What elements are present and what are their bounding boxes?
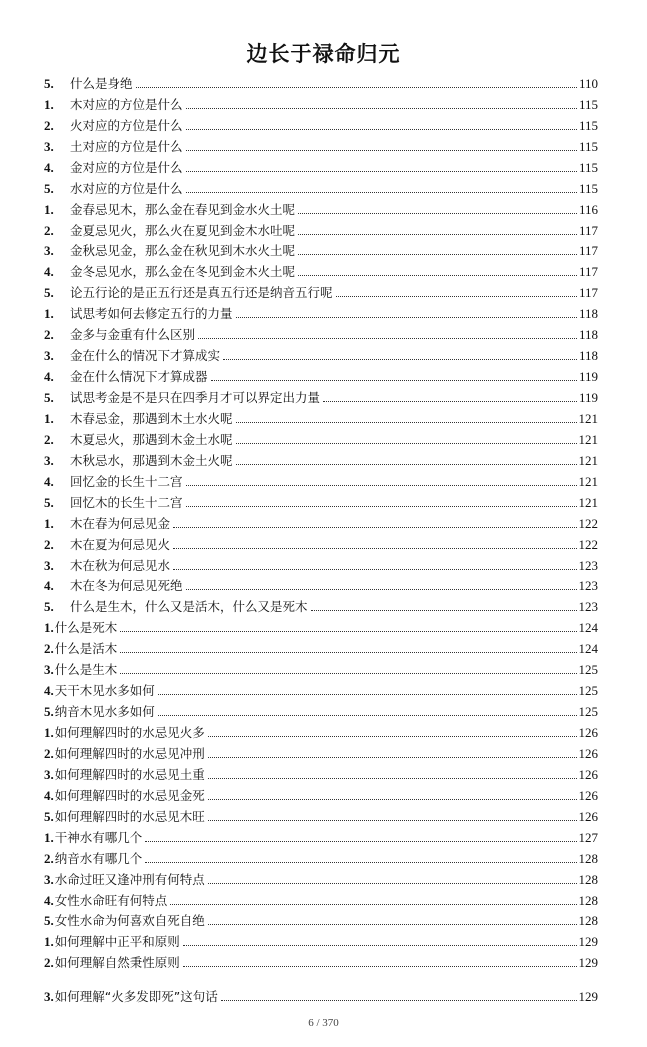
toc-dot-leader bbox=[298, 254, 577, 255]
toc-entry[interactable] bbox=[44, 133, 598, 154]
toc-dot-leader bbox=[208, 799, 577, 800]
toc-dot-leader bbox=[208, 778, 577, 779]
toc-entry[interactable] bbox=[44, 761, 598, 782]
toc-entry[interactable] bbox=[44, 782, 598, 803]
toc-entry-number: 4. bbox=[44, 578, 54, 594]
toc-entry-page: 122 bbox=[578, 515, 598, 531]
toc-entry-number: 1. bbox=[44, 725, 54, 740]
toc-entry-number: 1. bbox=[44, 515, 54, 531]
toc-entry[interactable] bbox=[44, 635, 598, 656]
toc-entry-title: 如何理解四时的水忌见土重 bbox=[54, 766, 205, 782]
toc-entry[interactable] bbox=[44, 908, 598, 929]
toc-dot-leader bbox=[223, 359, 577, 360]
toc-dot-leader bbox=[145, 862, 576, 863]
toc-entry-number: 3. bbox=[44, 766, 54, 782]
document-title: 边长于禄命归元 bbox=[246, 42, 401, 66]
toc-entry[interactable] bbox=[44, 196, 598, 217]
toc-entry-title: 木秋忌水，那遇到木金土火呢 bbox=[70, 452, 233, 468]
toc-entry-page: 128 bbox=[578, 871, 598, 887]
toc-entry-page: 118 bbox=[578, 348, 598, 364]
toc-entry-number: 2. bbox=[44, 222, 54, 238]
toc-entry[interactable] bbox=[44, 112, 598, 133]
toc-dot-leader bbox=[170, 904, 576, 905]
toc-entry-page: 121 bbox=[578, 431, 598, 447]
toc-entry-title: 纳音水有哪几个 bbox=[54, 850, 143, 866]
toc-entry-page: 126 bbox=[578, 808, 598, 824]
toc-dot-leader bbox=[173, 569, 576, 570]
toc-dot-leader bbox=[208, 883, 577, 884]
toc-entry-title: 水对应的方位是什么 bbox=[70, 180, 183, 196]
toc-entry-page: 119 bbox=[578, 390, 598, 405]
toc-dot-leader bbox=[336, 296, 577, 297]
toc-entry[interactable] bbox=[44, 573, 598, 594]
toc-entry[interactable] bbox=[44, 154, 598, 175]
toc-entry-title: 金春忌见木，那么金在春见到金水火土呢 bbox=[70, 201, 296, 217]
toc-entry-number: 3. bbox=[44, 348, 54, 364]
toc-entry-page: 126 bbox=[578, 745, 598, 761]
toc-entry[interactable] bbox=[44, 91, 598, 112]
toc-dot-leader bbox=[236, 443, 577, 444]
toc-entry-page: 117 bbox=[578, 222, 598, 238]
toc-entry-page: 121 bbox=[578, 410, 598, 426]
toc-entry[interactable] bbox=[44, 342, 598, 363]
toc-dot-leader bbox=[186, 171, 577, 172]
toc-entry[interactable] bbox=[44, 279, 598, 300]
toc-entry-title: 火对应的方位是什么 bbox=[70, 117, 183, 133]
toc-entry-page: 123 bbox=[578, 578, 598, 594]
toc-entry-title: 女性水命旺有何特点 bbox=[54, 892, 168, 908]
toc-entry-number: 2. bbox=[44, 431, 54, 447]
toc-entry-page: 129 bbox=[578, 934, 598, 950]
toc-entry-title: 金对应的方位是什么 bbox=[70, 159, 183, 175]
toc-entry-title: 水命过旺又逢冲刑有何特点 bbox=[54, 871, 205, 887]
toc-entry-title: 论五行论的是正五行还是真五行还是纳音五行呢 bbox=[70, 285, 333, 301]
toc-entry-page: 115 bbox=[578, 159, 598, 175]
toc-entry-number: 4. bbox=[44, 369, 54, 385]
toc-entry[interactable] bbox=[44, 656, 598, 677]
toc-entry-page: 129 bbox=[578, 989, 598, 1005]
toc-entry-page: 126 bbox=[578, 725, 598, 740]
toc-entry-page: 115 bbox=[578, 180, 598, 196]
toc-entry[interactable] bbox=[44, 698, 598, 719]
toc-dot-leader bbox=[298, 234, 577, 235]
toc-entry-title: 如何理解四时的水忌见火多 bbox=[54, 725, 205, 740]
toc-dot-leader bbox=[236, 464, 577, 465]
toc-dot-leader bbox=[120, 652, 576, 653]
toc-dot-leader bbox=[186, 485, 577, 486]
toc-dot-leader bbox=[186, 192, 577, 193]
toc-entry-number: 3. bbox=[44, 452, 54, 468]
toc-entry-title: 如何理解四时的水忌见金死 bbox=[54, 787, 205, 803]
toc-entry-title: 木对应的方位是什么 bbox=[70, 96, 183, 112]
toc-entry-number: 4. bbox=[44, 892, 54, 908]
toc-entry-title: 木春忌金，那遇到木土水火呢 bbox=[70, 410, 233, 426]
toc-dot-leader bbox=[173, 548, 576, 549]
toc-dot-leader bbox=[208, 820, 577, 821]
toc-entry-title: 如何理解“火多发即死”这句话 bbox=[54, 989, 218, 1005]
toc-entry-title: 金冬忌见水，那么金在冬见到金木火土呢 bbox=[70, 264, 296, 280]
toc-entry-title: 试思考金是不是只在四季月才可以界定出力量 bbox=[70, 390, 321, 405]
toc-entry-title: 木夏忌火，那遇到木金土水呢 bbox=[70, 431, 233, 447]
toc-entry-page: 118 bbox=[578, 306, 598, 322]
toc-dot-leader bbox=[211, 380, 577, 381]
toc-entry-page: 116 bbox=[578, 201, 598, 217]
toc-entry-page: 125 bbox=[578, 683, 598, 699]
toc-dot-leader bbox=[323, 401, 577, 402]
table-of-contents bbox=[44, 70, 598, 1004]
toc-entry-title: 如何理解中正平和原则 bbox=[54, 934, 180, 950]
toc-entry-number: 1. bbox=[44, 201, 54, 217]
toc-dot-leader bbox=[198, 338, 577, 339]
toc-entry-number: 5. bbox=[44, 494, 54, 510]
toc-entry-page: 115 bbox=[578, 117, 598, 133]
toc-entry-page: 110 bbox=[578, 75, 598, 91]
toc-dot-leader bbox=[183, 945, 577, 946]
toc-entry[interactable] bbox=[44, 405, 598, 426]
toc-entry[interactable] bbox=[44, 677, 598, 698]
toc-entry-page: 115 bbox=[578, 138, 598, 154]
toc-entry-page: 122 bbox=[578, 536, 598, 552]
toc-entry-page: 117 bbox=[578, 285, 598, 301]
toc-entry-page: 129 bbox=[578, 955, 598, 971]
toc-dot-leader bbox=[158, 715, 577, 716]
toc-dot-leader bbox=[186, 129, 577, 130]
toc-entry-page: 128 bbox=[578, 913, 598, 929]
toc-entry[interactable] bbox=[44, 983, 598, 1004]
toc-entry-number: 2. bbox=[44, 536, 54, 552]
toc-entry-number: 1. bbox=[44, 410, 54, 426]
toc-entry[interactable] bbox=[44, 468, 598, 489]
toc-dot-leader bbox=[145, 841, 576, 842]
toc-entry-number: 3. bbox=[44, 989, 54, 1005]
toc-dot-leader bbox=[208, 736, 577, 737]
toc-entry-title: 如何理解四时的水忌见木旺 bbox=[54, 808, 205, 824]
toc-entry-number: 4. bbox=[44, 159, 54, 175]
toc-entry-number: 2. bbox=[44, 850, 54, 866]
toc-dot-leader bbox=[208, 924, 577, 925]
toc-entry-number: 5. bbox=[44, 599, 54, 615]
toc-entry-page: 125 bbox=[578, 704, 598, 720]
toc-dot-leader bbox=[186, 150, 577, 151]
toc-dot-leader bbox=[298, 275, 577, 276]
toc-entry-number: 2. bbox=[44, 955, 54, 971]
toc-entry-page: 121 bbox=[578, 494, 598, 510]
toc-entry-number: 1. bbox=[44, 829, 54, 845]
toc-dot-leader bbox=[120, 673, 576, 674]
toc-entry-page: 115 bbox=[578, 96, 598, 112]
toc-entry-page: 123 bbox=[578, 599, 598, 615]
toc-entry-number: 2. bbox=[44, 641, 54, 657]
toc-entry[interactable] bbox=[44, 426, 598, 447]
toc-entry-number: 5. bbox=[44, 180, 54, 196]
toc-entry-title: 如何理解自然秉性原则 bbox=[54, 955, 180, 971]
toc-entry-title: 金秋忌见金，那么金在秋见到木水火土呢 bbox=[70, 243, 296, 259]
toc-entry[interactable] bbox=[44, 510, 598, 531]
toc-entry[interactable] bbox=[44, 258, 598, 279]
toc-dot-leader bbox=[186, 506, 577, 507]
toc-entry-page: 118 bbox=[578, 327, 598, 343]
toc-entry[interactable] bbox=[44, 363, 598, 384]
toc-entry-number: 1. bbox=[44, 96, 54, 112]
toc-dot-leader bbox=[173, 527, 576, 528]
toc-entry-number: 2. bbox=[44, 745, 54, 761]
toc-entry-number: 4. bbox=[44, 787, 54, 803]
toc-entry-title: 什么是身绝 bbox=[70, 75, 133, 91]
toc-dot-leader bbox=[208, 757, 577, 758]
toc-entry-page: 121 bbox=[578, 473, 598, 489]
toc-entry-page: 128 bbox=[578, 892, 598, 908]
toc-entry-number: 5. bbox=[44, 704, 54, 720]
toc-dot-leader bbox=[311, 610, 577, 611]
toc-entry[interactable] bbox=[44, 447, 598, 468]
toc-entry-title: 试思考如何去修定五行的力量 bbox=[70, 306, 233, 322]
toc-entry-number: 1. bbox=[44, 934, 54, 950]
toc-dot-leader bbox=[186, 108, 577, 109]
toc-entry[interactable] bbox=[44, 740, 598, 761]
toc-entry-title: 干神水有哪几个 bbox=[54, 829, 143, 845]
toc-entry[interactable] bbox=[44, 531, 598, 552]
toc-entry[interactable] bbox=[44, 949, 598, 970]
toc-entry-number: 5. bbox=[44, 285, 54, 301]
toc-entry[interactable] bbox=[44, 845, 598, 866]
toc-entry-page: 117 bbox=[578, 243, 598, 259]
toc-entry-title: 金在什么情况下才算成器 bbox=[70, 369, 208, 385]
toc-entry-page: 127 bbox=[578, 829, 598, 845]
toc-entry-title: 木在春为何忌见金 bbox=[70, 515, 171, 531]
toc-entry-page: 121 bbox=[578, 452, 598, 468]
page-number-footer: 6 / 370 bbox=[308, 1017, 339, 1029]
toc-entry-title: 木在夏为何忌见火 bbox=[70, 536, 171, 552]
toc-entry-number: 5. bbox=[44, 390, 54, 405]
toc-entry-title: 回忆木的长生十二宫 bbox=[70, 494, 183, 510]
toc-entry-number: 4. bbox=[44, 683, 54, 699]
toc-entry[interactable] bbox=[44, 887, 598, 908]
toc-entry[interactable] bbox=[44, 928, 598, 949]
toc-entry[interactable] bbox=[44, 70, 598, 91]
toc-entry-number: 3. bbox=[44, 557, 54, 573]
toc-entry-number: 5. bbox=[44, 913, 54, 929]
toc-dot-leader bbox=[298, 213, 577, 214]
toc-dot-leader bbox=[158, 694, 577, 695]
toc-entry-number: 5. bbox=[44, 75, 54, 91]
toc-entry[interactable] bbox=[44, 238, 598, 259]
toc-entry-title: 金在什么的情况下才算成实 bbox=[70, 348, 221, 364]
toc-entry-title: 木在秋为何忌见水 bbox=[70, 557, 171, 573]
toc-entry[interactable] bbox=[44, 593, 598, 614]
toc-entry-page: 119 bbox=[578, 369, 598, 385]
toc-entry-number: 3. bbox=[44, 662, 54, 678]
toc-entry[interactable] bbox=[44, 803, 598, 824]
toc-entry-number: 1. bbox=[44, 306, 54, 322]
toc-entry-number: 3. bbox=[44, 871, 54, 887]
toc-entry-number: 2. bbox=[44, 117, 54, 133]
toc-entry-title: 金夏忌见火，那么火在夏见到金木水吐呢 bbox=[70, 222, 296, 238]
toc-dot-leader bbox=[236, 317, 577, 318]
toc-entry-page: 128 bbox=[578, 850, 598, 866]
toc-entry-title: 天干木见水多如何 bbox=[54, 683, 155, 699]
toc-entry[interactable] bbox=[44, 489, 598, 510]
toc-entry[interactable] bbox=[44, 175, 598, 196]
toc-entry[interactable] bbox=[44, 321, 598, 342]
toc-entry-title: 女性水命为何喜欢自死自绝 bbox=[54, 913, 205, 929]
toc-entry-title: 什么是死木 bbox=[54, 620, 118, 636]
toc-entry-page: 124 bbox=[578, 641, 598, 657]
toc-entry-page: 124 bbox=[578, 620, 598, 636]
toc-dot-leader bbox=[120, 631, 576, 632]
toc-entry-page: 117 bbox=[578, 264, 598, 280]
toc-entry[interactable] bbox=[44, 552, 598, 573]
toc-entry-number: 2. bbox=[44, 327, 54, 343]
toc-entry-title: 土对应的方位是什么 bbox=[70, 138, 183, 154]
toc-entry-title: 木在冬为何忌见死绝 bbox=[70, 578, 183, 594]
toc-entry[interactable] bbox=[44, 866, 598, 887]
toc-entry-number: 3. bbox=[44, 243, 54, 259]
toc-dot-leader bbox=[236, 422, 577, 423]
toc-entry[interactable] bbox=[44, 300, 598, 321]
toc-entry-title: 什么是生木 bbox=[54, 662, 118, 678]
toc-entry-title: 什么是生木，什么又是活木，什么又是死木 bbox=[70, 599, 308, 615]
toc-entry[interactable] bbox=[44, 719, 598, 740]
toc-entry[interactable] bbox=[44, 614, 598, 635]
toc-entry-page: 123 bbox=[578, 557, 598, 573]
toc-dot-leader bbox=[186, 589, 577, 590]
toc-entry-number: 4. bbox=[44, 473, 54, 489]
toc-entry-number: 3. bbox=[44, 138, 54, 154]
toc-entry-title: 回忆金的长生十二宫 bbox=[70, 473, 183, 489]
toc-entry-number: 5. bbox=[44, 808, 54, 824]
toc-dot-leader bbox=[136, 87, 577, 88]
toc-entry-number: 1. bbox=[44, 620, 54, 636]
toc-entry-page: 126 bbox=[578, 787, 598, 803]
toc-entry-title: 如何理解四时的水忌见冲刑 bbox=[54, 745, 205, 761]
toc-entry-page: 125 bbox=[578, 662, 598, 678]
toc-entry-number: 4. bbox=[44, 264, 54, 280]
toc-entry[interactable] bbox=[44, 217, 598, 238]
toc-entry-title: 金多与金重有什么区别 bbox=[70, 327, 196, 343]
toc-entry[interactable] bbox=[44, 384, 598, 405]
toc-entry-title: 什么是活木 bbox=[54, 641, 118, 657]
toc-entry[interactable] bbox=[44, 824, 598, 845]
toc-dot-leader bbox=[221, 1000, 577, 1001]
toc-entry-title: 纳音木见水多如何 bbox=[54, 704, 155, 720]
toc-dot-leader bbox=[183, 966, 577, 967]
toc-entry-page: 126 bbox=[578, 766, 598, 782]
